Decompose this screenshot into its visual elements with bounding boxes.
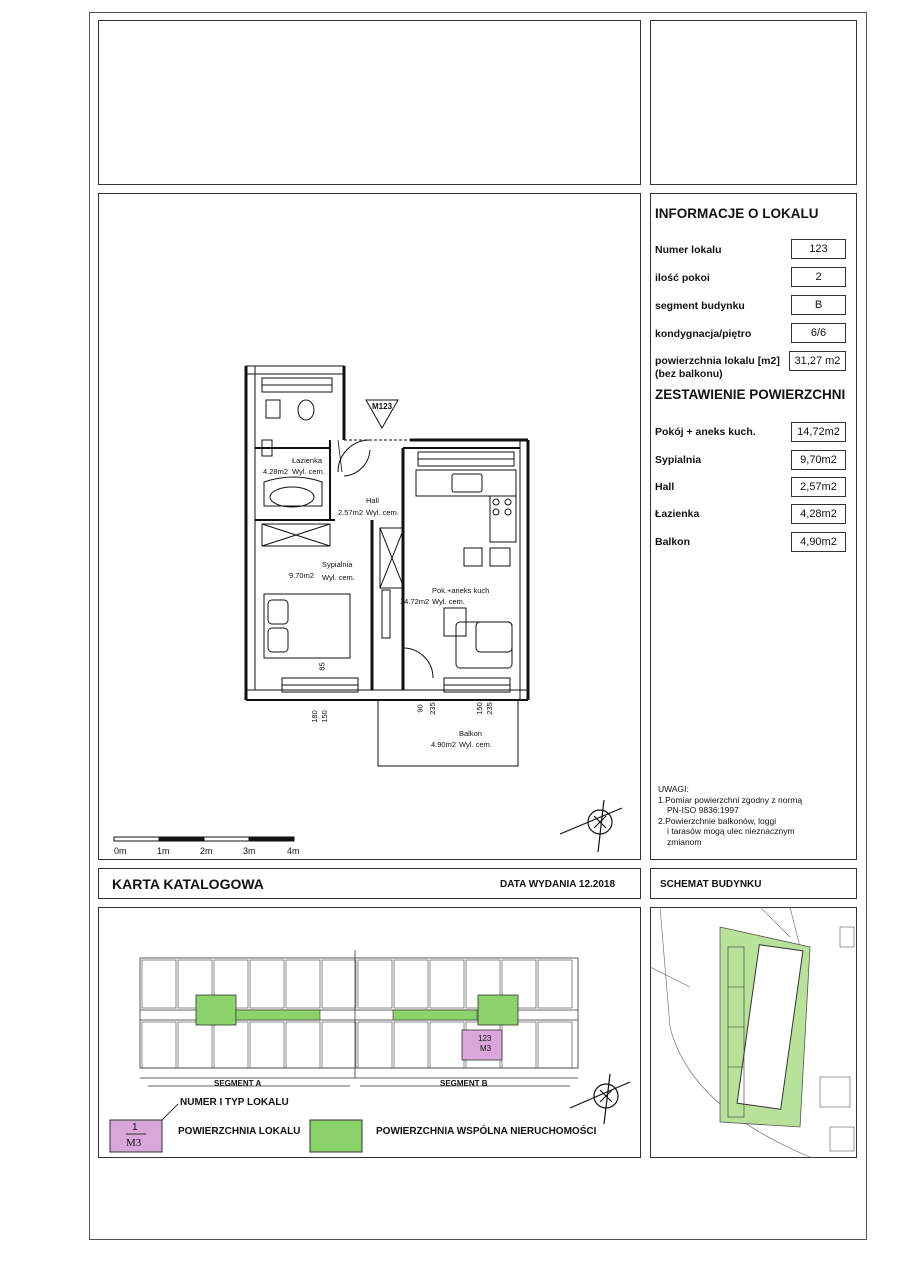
- dim-label: 90: [415, 704, 425, 713]
- room-bedroom-finish: Wyl. cem.: [322, 573, 355, 582]
- room-bathroom-area: 4.28m2: [263, 467, 289, 476]
- legend-sample-number: 1: [132, 1122, 138, 1133]
- room-balcony-finish: Wyl. cem.: [459, 740, 492, 749]
- scale-label: 4m: [287, 846, 300, 856]
- room-hall-area: 2.57m2: [338, 508, 364, 517]
- unit-tag: M123: [372, 402, 393, 411]
- scheme-title: SCHEMAT BUDYNKU: [660, 879, 762, 890]
- room-hall-finish: Wyl. cem.: [366, 508, 399, 517]
- info-title: INFORMACJE O LOKALU: [655, 206, 819, 221]
- room-balcony-name: Balkon: [459, 729, 482, 738]
- notes-line: zmianom: [667, 836, 702, 847]
- room-bathroom-name: Łazienka: [292, 456, 323, 465]
- notes-title: UWAGI:: [658, 784, 689, 794]
- dim-label: 150: [474, 702, 484, 715]
- scale-label: 1m: [157, 846, 170, 856]
- summary-label-living: Pokój + aneks kuch.: [655, 426, 756, 438]
- room-bedroom-area: 9.70m2: [289, 571, 315, 580]
- info-value-rooms: 2: [791, 267, 846, 287]
- notes-line: 2.Powierzchnie balkonów, loggi: [658, 815, 777, 826]
- summary-label-hall: Hall: [655, 481, 675, 493]
- info-label-rooms: ilość pokoi: [655, 272, 710, 284]
- dim-label: 180: [309, 710, 319, 723]
- highlighted-unit-number: 123: [478, 1034, 492, 1043]
- notes-line: PN-ISO 9836:1997: [667, 805, 739, 815]
- scale-label: 3m: [243, 846, 256, 856]
- notes-line: i tarasów mogą ulec nieznacznym: [667, 826, 795, 836]
- summary-title: ZESTAWIENIE POWIERZCHNI: [655, 387, 846, 402]
- info-value-area: 31,27 m2: [789, 351, 846, 371]
- dim-label: 85: [317, 662, 327, 671]
- info-label-number: Numer lokalu: [655, 244, 722, 256]
- summary-value-living: 14,72m2: [791, 422, 846, 442]
- dim-label: 150: [319, 710, 329, 723]
- dim-label: 235: [484, 702, 494, 715]
- info-label-floor: kondygnacja/piętro: [655, 328, 752, 340]
- room-bedroom-name: Sypialnia: [322, 560, 353, 569]
- scale-label: 0m: [114, 846, 127, 856]
- legend-sample-type: M3: [126, 1137, 142, 1149]
- highlighted-unit-type: M3: [480, 1044, 492, 1053]
- info-label-segment: segment budynku: [655, 300, 745, 312]
- room-bathroom-finish: Wyl. cem.: [292, 467, 325, 476]
- room-living-name: Pok.+aneks kuch: [432, 586, 490, 595]
- info-value-segment: B: [791, 295, 846, 315]
- room-living-finish: Wyl. cem.: [432, 597, 465, 606]
- room-balcony-area: 4.90m2: [431, 740, 457, 749]
- room-hall-name: Hall: [366, 496, 379, 505]
- issue-date: DATA WYDANIA 12.2018: [500, 879, 616, 890]
- scale-label: 2m: [200, 846, 213, 856]
- summary-value-bathroom: 4,28m2: [791, 504, 846, 524]
- info-label-area-1: powierzchnia lokalu [m2]: [655, 355, 780, 367]
- segment-b-label: SEGMENT B: [440, 1079, 488, 1088]
- summary-value-hall: 2,57m2: [791, 477, 846, 497]
- room-living-area: 14.72m2: [400, 597, 430, 606]
- legend-title: NUMER I TYP LOKALU: [180, 1097, 289, 1108]
- info-value-floor: 6/6: [791, 323, 846, 343]
- notes-line: 1.Pomiar powierzchni zgodny z normą: [658, 794, 803, 805]
- site-plan: [650, 907, 857, 1158]
- summary-label-bathroom: Łazienka: [655, 508, 700, 520]
- catalog-title: KARTA KATALOGOWA: [112, 876, 264, 892]
- summary-value-balcony: 4,90m2: [791, 532, 846, 552]
- legend-common-area: POWIERZCHNIA WSPÓLNA NIERUCHOMOŚCI: [376, 1126, 597, 1137]
- legend-local-area: POWIERZCHNIA LOKALU: [178, 1126, 301, 1137]
- summary-value-bedroom: 9,70m2: [791, 450, 846, 470]
- summary-label-balcony: Balkon: [655, 536, 691, 548]
- segment-a-label: SEGMENT A: [214, 1079, 262, 1088]
- summary-label-bedroom: Sypialnia: [655, 454, 702, 466]
- info-label-area-2: (bez balkonu): [655, 368, 723, 380]
- info-value-number: 123: [791, 239, 846, 259]
- dim-label: 235: [427, 702, 437, 715]
